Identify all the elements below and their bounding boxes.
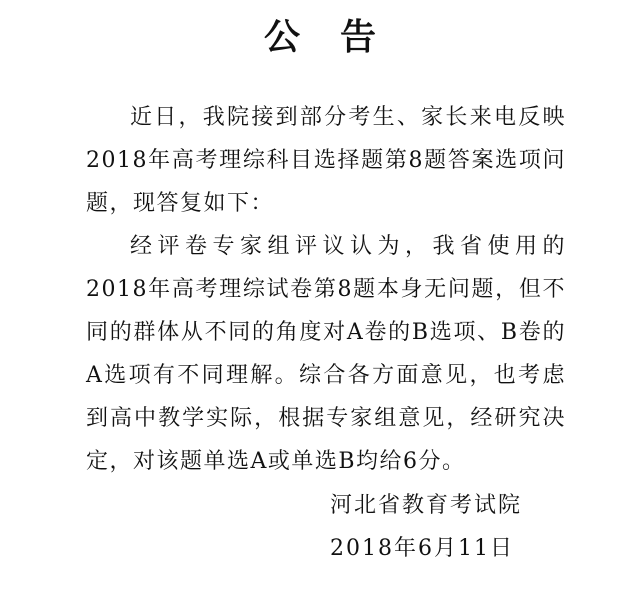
issuing-organization: 河北省教育考试院 xyxy=(330,493,523,518)
notice-paragraph-1: 近日，我院接到部分考生、家长来电反映2018年高考理综科目选择题第8题答案选项问题，现答复如下： xyxy=(86,105,566,216)
notice-signature xyxy=(330,484,522,570)
notice-title: 公告 xyxy=(263,17,416,58)
notice-paragraph-2: 经评卷专家组评议认为，我省使用的2018年高考理综试卷第8题本身无问题，但不同的群体从不同的角度对A卷的B选项、B卷的A选项有不同理解。综合各方面意见，也考虑到高中教学实际，根据专家组意见，经研究决定，对该题单选A或单选B均给6分。 xyxy=(86,234,566,474)
issue-date: 2018年6月11日 xyxy=(330,536,514,561)
notice-body xyxy=(86,96,566,483)
